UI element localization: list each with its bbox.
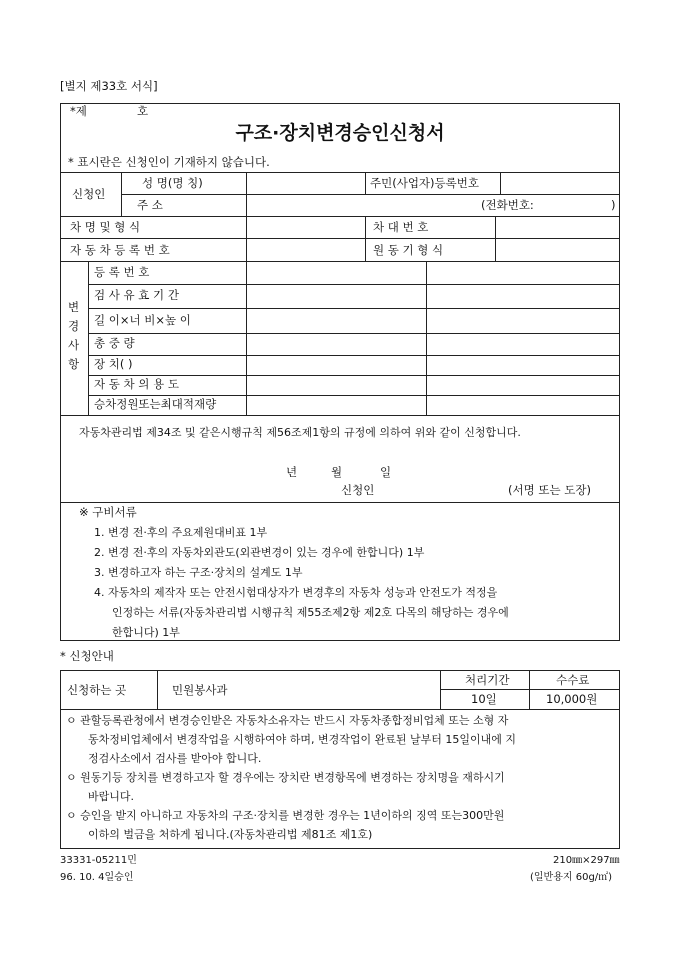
change-after-field[interactable] [427, 334, 618, 354]
vehicle-model-label: 차 명 및 형 식 [70, 220, 141, 234]
document-item: 한합니다) 1부 [112, 626, 180, 639]
id-number-field[interactable] [501, 173, 618, 193]
change-row-label: 장 치( ) [94, 357, 133, 371]
change-row-label: 자 동 차 의 용 도 [94, 377, 179, 391]
form-code: 33331-05211민 [60, 855, 137, 866]
change-before-field[interactable] [247, 334, 425, 354]
guide-note: 바랍니다. [88, 790, 135, 803]
applicant-section-label: 신청인 [72, 187, 106, 201]
change-after-field[interactable] [427, 356, 618, 374]
change-row-label: 검 사 유 효 기 간 [94, 288, 179, 302]
change-row-label: 길 이×너 비×높 이 [94, 313, 191, 327]
where-label: 신청하는 곳 [67, 683, 127, 697]
receipt-no-suffix: 호 [137, 104, 149, 118]
change-row-label: 승차정원또는최대적재량 [94, 397, 217, 411]
paper-size: 210㎜×297㎜ [553, 855, 620, 866]
document-item: 1. 변경 전·후의 주요제원대비표 1부 [94, 526, 268, 539]
document-item: 3. 변경하고자 하는 구조·장치의 설계도 1부 [94, 566, 303, 579]
engine-type-label: 원 동 기 형 식 [373, 243, 444, 257]
change-before-field[interactable] [247, 356, 425, 374]
change-after-field[interactable] [427, 309, 618, 332]
change-before-field[interactable] [247, 309, 425, 332]
period-value: 10일 [471, 692, 497, 706]
signature-label: (서명 또는 도장) [508, 483, 591, 497]
guide-note: 정검사소에서 검사를 받아야 합니다. [88, 752, 262, 765]
form-label: [별지 제33호 서식] [60, 79, 158, 93]
signer-label: 신청인 [341, 483, 375, 497]
registration-number-field[interactable] [247, 239, 364, 260]
change-before-field[interactable] [247, 396, 425, 414]
date-month: 월 [331, 465, 343, 479]
change-before-field[interactable] [247, 262, 425, 283]
registration-number-label: 자 동 차 등 록 번 호 [70, 243, 170, 257]
date-day: 일 [380, 465, 392, 479]
phone-field[interactable] [545, 195, 607, 215]
change-after-field[interactable] [427, 396, 618, 414]
change-after-field[interactable] [427, 262, 618, 283]
change-before-field[interactable] [247, 376, 425, 394]
guide-note: ㅇ 승인을 받지 아니하고 자동차의 구조·장치를 변경한 경우는 1년이하의 징역 또는300만원 [66, 809, 505, 822]
guide-heading: * 신청안내 [60, 649, 114, 663]
chassis-number-label: 차 대 번 호 [373, 220, 429, 234]
fee-value: 10,000원 [546, 692, 598, 706]
paper-type: (일반용지 60g/㎡) [530, 872, 613, 883]
change-before-field[interactable] [247, 285, 425, 307]
engine-type-field[interactable] [496, 239, 618, 260]
guide-note: 이하의 벌금을 처하게 됩니다.(자동차관리법 제81조 제1호) [88, 828, 373, 841]
approval-date: 96. 10. 4일승인 [60, 872, 134, 883]
change-after-field[interactable] [427, 376, 618, 394]
change-row-label: 총 중 량 [94, 336, 135, 350]
name-label: 성 명(명 칭) [142, 176, 203, 190]
phone-close: ) [611, 198, 616, 212]
documents-heading: ※ 구비서류 [79, 505, 137, 519]
chassis-number-field[interactable] [496, 217, 618, 237]
declaration-text: 자동차관리법 제34조 및 같은시행규칙 제56조제1항의 규정에 의하여 위와 같이 신청합니다. [79, 426, 521, 439]
date-year: 년 [286, 465, 298, 479]
change-after-field[interactable] [427, 285, 618, 307]
where-value: 민원봉사과 [172, 683, 228, 697]
period-label: 처리기간 [465, 673, 510, 687]
id-number-label: 주민(사업자)등록번호 [370, 176, 479, 190]
form-note: * 표시란은 신청인이 기재하지 않습니다. [68, 155, 270, 169]
address-field[interactable] [247, 195, 477, 215]
guide-note: ㅇ 원동기등 장치를 변경하고자 할 경우에는 장치란 변경항목에 변경하는 장치명을 재하시기 [66, 771, 505, 784]
signature-field[interactable] [380, 480, 500, 498]
change-row-label: 등 록 번 호 [94, 265, 150, 279]
document-item: 인정하는 서류(자동차관리법 시행규칙 제55조제2항 제2호 다목의 해당하는 경우에 [112, 606, 509, 619]
guide-note: ㅇ 관할등록관청에서 변경승인받은 자동차소유자는 반드시 자동차종합정비업체 또는 소형 자 [66, 714, 509, 727]
changes-section-label: 변경사항 [68, 300, 80, 371]
name-field[interactable] [247, 173, 364, 193]
fee-label: 수수료 [556, 673, 590, 687]
document-item: 4. 자동차의 제작자 또는 안전시험대상자가 변경후의 자동차 성능과 안전도가 적정을 [94, 586, 498, 599]
address-label: 주 소 [137, 198, 163, 212]
guide-note: 동차정비업체에서 변경작업을 시행하여야 하며, 변경작업이 완료된 날부터 15일이내에 지 [88, 733, 516, 746]
vehicle-model-field[interactable] [247, 217, 364, 237]
page-title: 구조·장치변경승인신청서 [235, 122, 445, 144]
phone-label: (전화번호: [481, 198, 534, 212]
receipt-no-label: *제 [70, 104, 87, 118]
document-item: 2. 변경 전·후의 자동차외관도(외관변경이 있는 경우에 한합니다) 1부 [94, 546, 425, 559]
